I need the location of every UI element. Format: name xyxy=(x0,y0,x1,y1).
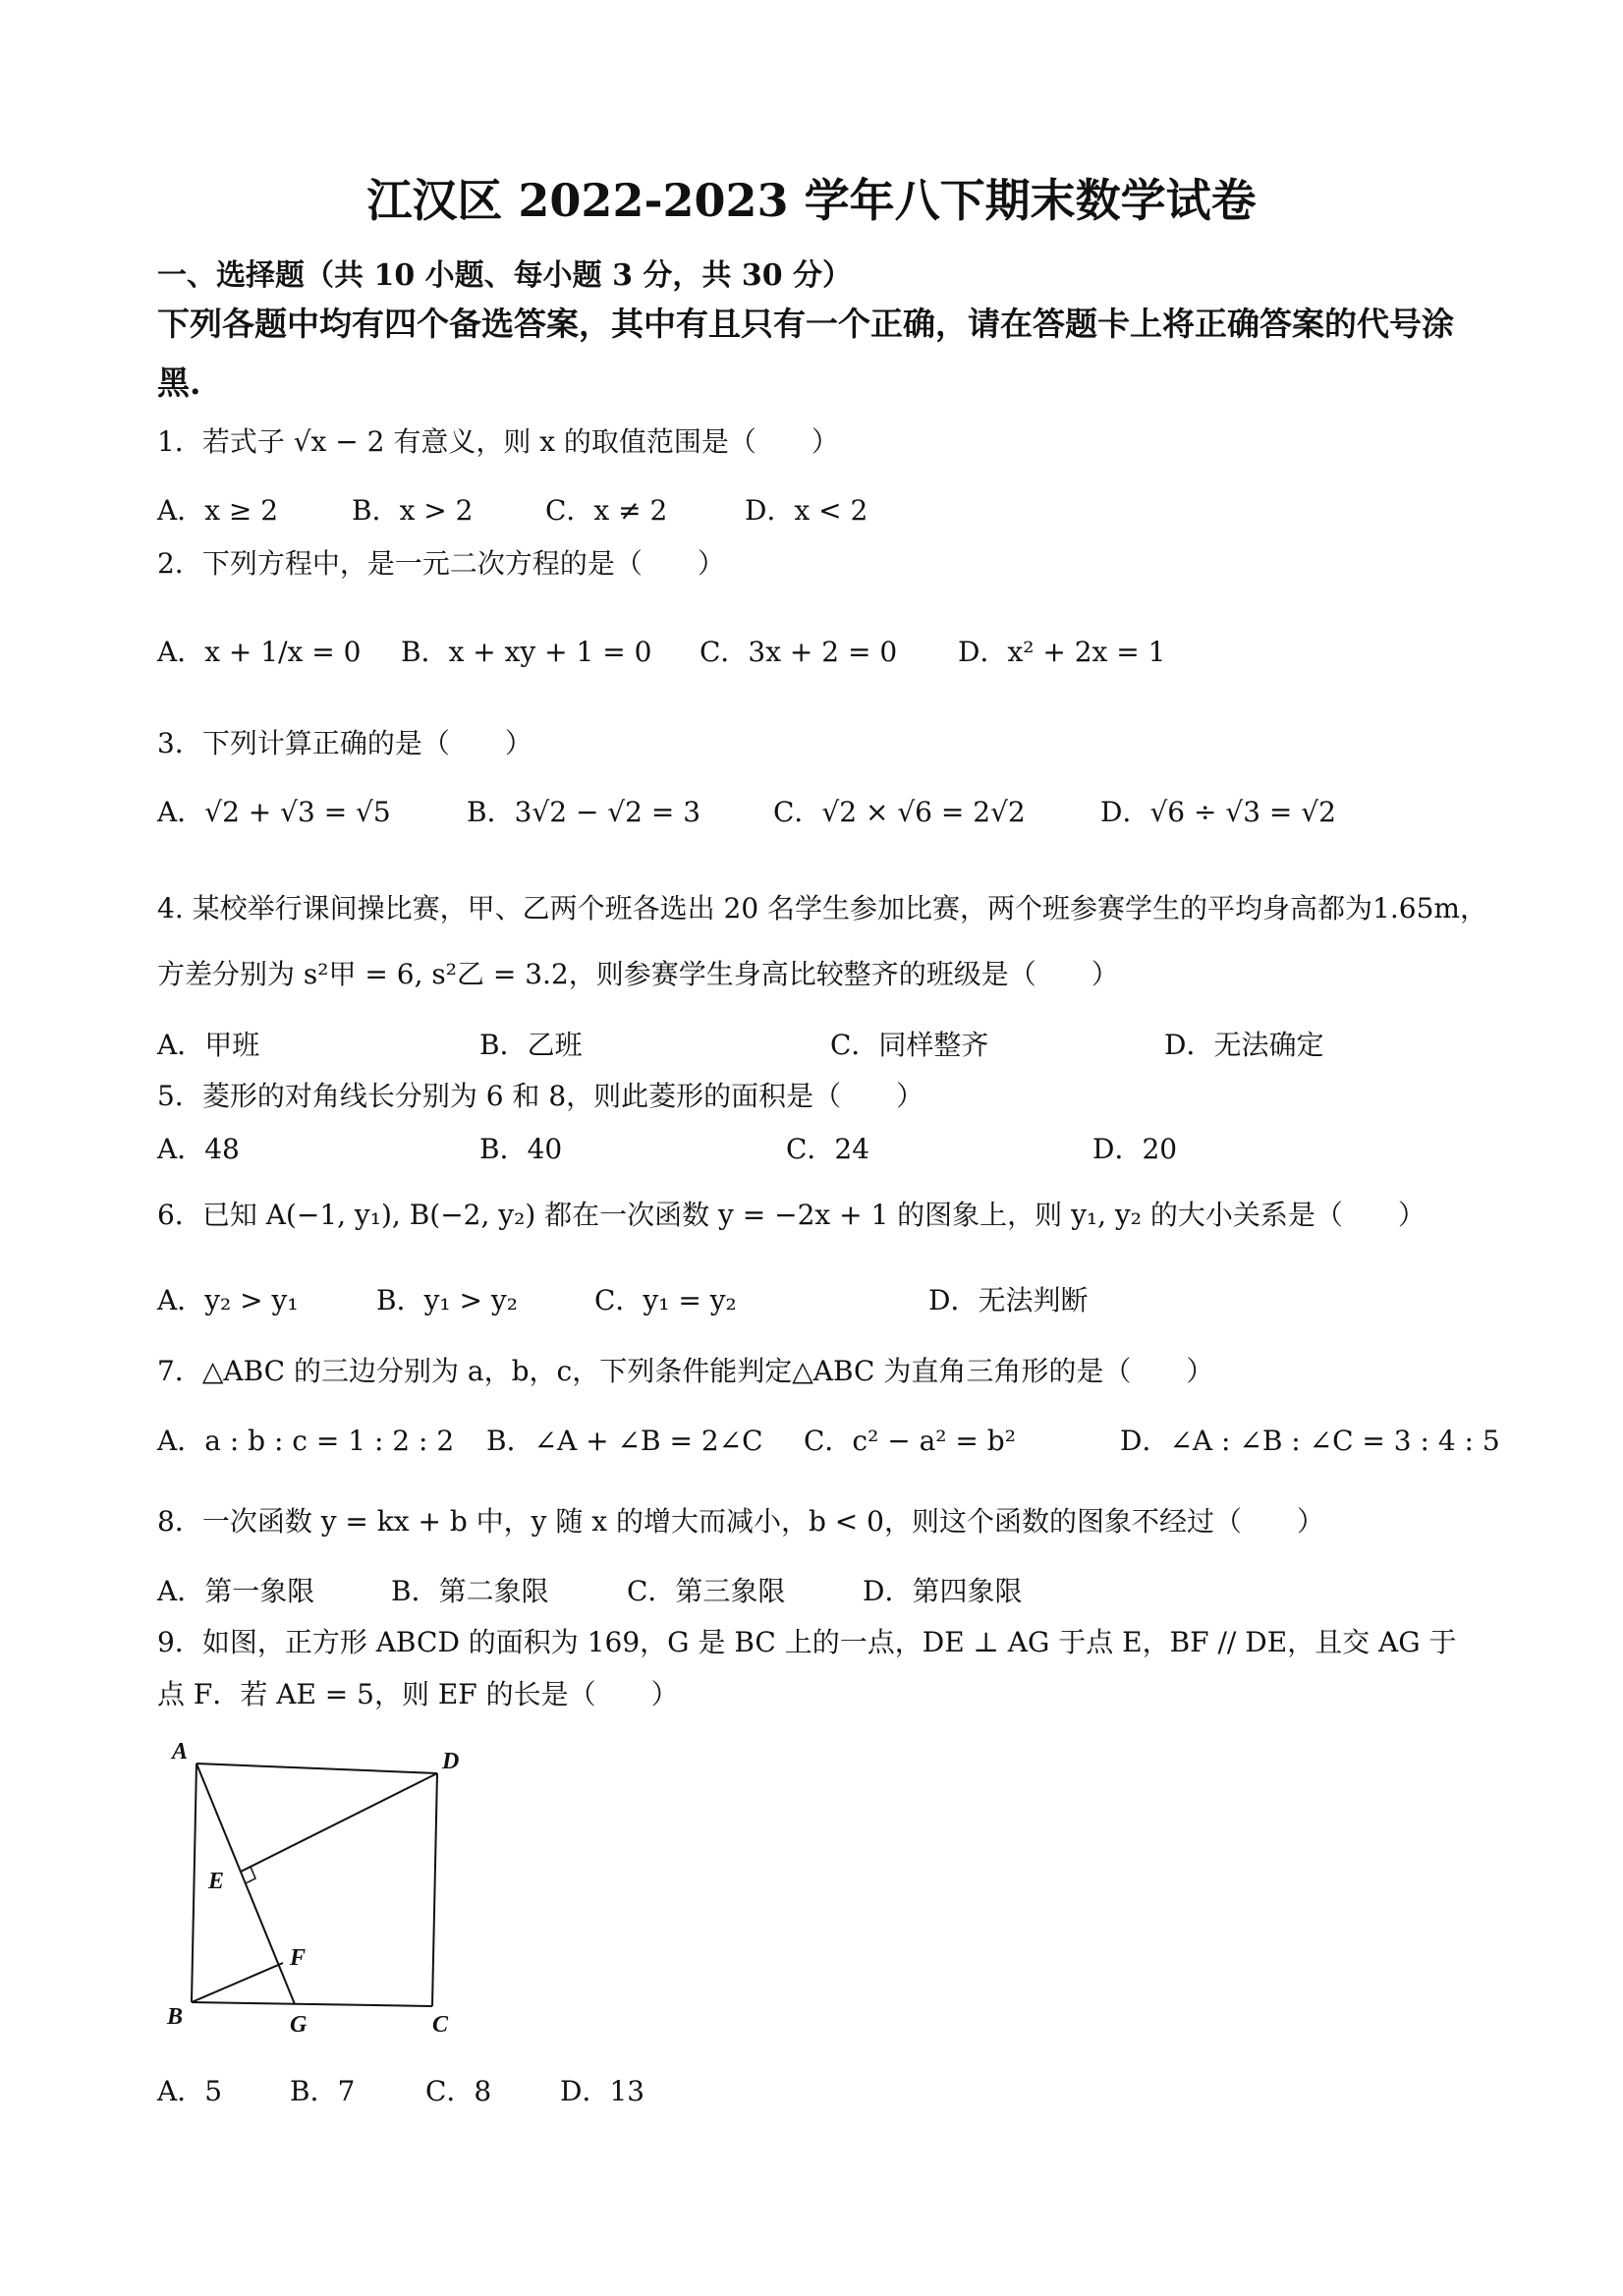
q3-option-a: A．√2 + √3 = √5 xyxy=(157,796,391,828)
q7-option-c: C．c² − a² = b² xyxy=(804,1425,1016,1457)
question-3-text: 3．下列计算正确的是（ ） xyxy=(157,727,532,759)
q3-option-d: D．√6 ÷ √3 = √2 xyxy=(1100,796,1336,828)
q6-option-b: B．y₁ > y₂ xyxy=(376,1284,518,1316)
segment-bf xyxy=(192,1963,283,2002)
section-heading: 一、选择题（共 10 小题、每小题 3 分，共 30 分） xyxy=(157,258,853,293)
q4-option-c: C．同样整齐 xyxy=(830,1029,989,1061)
question-6-text: 6．已知 A(−1, y₁), B(−2, y₂) 都在一次函数 y = −2x + 1 的图象上，则 y₁, y₂ 的大小关系是（ ） xyxy=(157,1199,1426,1231)
q1-option-a: A．x ≥ 2 xyxy=(157,494,279,527)
question-1-text: 1．若式子 √x − 2 有意义，则 x 的取值范围是（ ） xyxy=(157,425,839,458)
q2-option-a: A．x + 1/x = 0 xyxy=(157,636,362,668)
q5-option-d: D．20 xyxy=(1092,1133,1178,1165)
q2-option-c: C．3x + 2 = 0 xyxy=(700,636,898,668)
side-ba xyxy=(192,1764,196,2002)
label-e: E xyxy=(208,1869,225,1894)
q2-option-b: B．x + xy + 1 = 0 xyxy=(401,636,652,668)
q9-option-a: A．5 xyxy=(157,2075,223,2107)
label-g: G xyxy=(290,2012,308,2038)
question-2-text: 2．下列方程中，是一元二次方程的是（ ） xyxy=(157,547,725,580)
q6-option-c: C．y₁ = y₂ xyxy=(594,1284,737,1316)
question-4-text: 4. 某校举行课间操比赛，甲、乙两个班各选出 20 名学生参加比赛，两个班参赛学生的平均身高都为1.65m， xyxy=(157,892,1487,924)
label-b: B xyxy=(167,2004,184,2030)
q8-option-c: C．第三象限 xyxy=(627,1575,786,1607)
q7-option-d: D．∠A : ∠B : ∠C = 3 : 4 : 5 xyxy=(1120,1425,1500,1457)
q5-option-a: A．48 xyxy=(157,1133,240,1165)
q8-option-a: A．第一象限 xyxy=(157,1575,315,1607)
q4-option-d: D．无法确定 xyxy=(1164,1029,1324,1061)
q1-option-d: D．x < 2 xyxy=(745,494,868,527)
side-cb xyxy=(192,2002,432,2006)
label-f: F xyxy=(290,1945,307,1971)
q8-option-d: D．第四象限 xyxy=(863,1575,1023,1607)
q9-option-c: C．8 xyxy=(425,2075,492,2107)
q4-option-b: B．乙班 xyxy=(479,1029,583,1061)
q5-option-b: B．40 xyxy=(479,1133,563,1165)
q8-option-b: B．第二象限 xyxy=(391,1575,549,1607)
side-dc xyxy=(432,1773,437,2006)
q6-option-d: D．无法判断 xyxy=(928,1284,1089,1316)
q5-option-c: C．24 xyxy=(786,1133,870,1165)
q9-option-b: B．7 xyxy=(290,2075,356,2107)
q3-option-c: C．√2 × √6 = 2√2 xyxy=(773,796,1026,828)
q6-option-a: A．y₂ > y₁ xyxy=(157,1284,299,1316)
question-9-text: 9．如图，正方形 ABCD 的面积为 169，G 是 BC 上的一点，DE ⊥ AG 于点 E，BF // DE，且交 AG 于 xyxy=(157,1626,1457,1658)
side-ad xyxy=(196,1764,437,1773)
q2-option-d: D．x² + 2x = 1 xyxy=(958,636,1166,668)
label-c: C xyxy=(432,2012,449,2038)
question-9-text-line2: 点 F．若 AE = 5，则 EF 的长是（ ） xyxy=(157,1678,679,1710)
label-d: D xyxy=(442,1749,460,1774)
q1-option-b: B．x > 2 xyxy=(352,494,474,527)
instructions: 下列各题中均有四个备选答案，其中有且只有一个正确，请在答题卡上将正确答案的代号涂黑. xyxy=(157,305,1454,402)
label-a: A xyxy=(172,1739,189,1764)
exam-title: 江汉区 2022-2023 学年八下期末数学试卷 xyxy=(366,174,1257,227)
question-4-text-line2: 方差分别为 s²甲 = 6, s²乙 = 3.2，则参赛学生身高比较整齐的班级是（ ） xyxy=(157,958,1119,990)
q4-option-a: A．甲班 xyxy=(157,1029,260,1061)
q7-option-b: B．∠A + ∠B = 2∠C xyxy=(486,1425,763,1457)
q1-option-c: C．x ≠ 2 xyxy=(545,494,668,527)
question-8-text: 8．一次函数 y = kx + b 中，y 随 x 的增大而减小，b < 0，则这个函数的图象不经过（ ） xyxy=(157,1505,1324,1538)
q7-option-a: A．a : b : c = 1 : 2 : 2 xyxy=(157,1425,455,1457)
q3-option-b: B．3√2 − √2 = 3 xyxy=(467,796,701,828)
question-7-text: 7．△ABC 的三边分别为 a，b，c，下列条件能判定△ABC 为直角三角形的是（ ） xyxy=(157,1355,1214,1387)
question-5-text: 5．菱形的对角线长分别为 6 和 8，则此菱形的面积是（ ） xyxy=(157,1080,924,1112)
q9-option-d: D．13 xyxy=(560,2075,645,2107)
square-abcd-figure xyxy=(157,1729,511,2044)
segment-de xyxy=(241,1773,437,1872)
